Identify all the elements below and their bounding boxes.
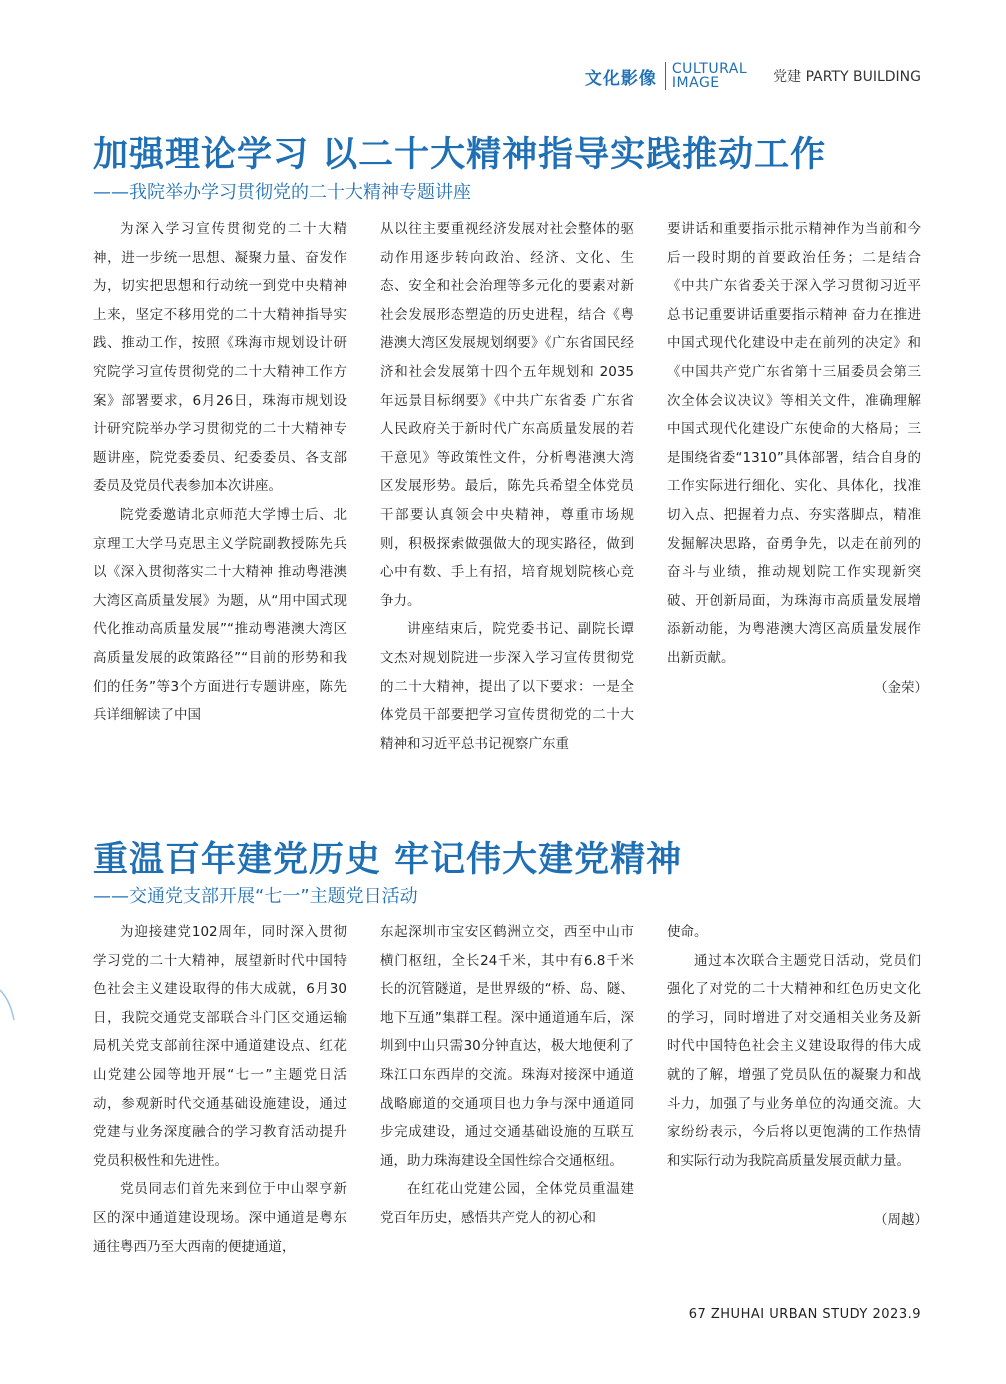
section-title-en — [672, 62, 747, 90]
article1-column-1 — [93, 215, 347, 730]
article1-paragraph: 院党委邀请北京师范大学博士后、北京理工大学马克思主义学院副教授陈先兵以《深入贯彻落实二十大精神 推动粤港澳大湾区高质量发展》为题，从“用中国式现代化推动高质量发展”“推动粤港澳大湾区高质量发展的政策路径”“目前的形势和我们的任务”等3个方面进行专题讲座，陈先兵详细解读了中国 — [93, 506, 347, 724]
article1-column-2 — [380, 215, 634, 758]
section-title-en-line1: CULTURAL — [671, 61, 748, 77]
article2-paragraph: 东起深圳市宝安区鹤洲立交，西至中山市横门枢纽，全长24千米，其中有6.8千米长的沉管隧道，是世界级的“桥、岛、隧、地下互通”集群工程。深中通道通车后，深圳到中山只需30分钟直达，极大地便利了珠江口东西岸的交流。珠海对接深中通道战略廊道的交通项目也力争与深中通道同步完成建设，通过交通基础设施的互联互通，助力珠海建设全国性综合交通枢纽。 — [380, 924, 634, 1169]
party-building-label: 党建 PARTY BUILDING — [773, 69, 921, 85]
article2-subtitle: ——交通党支部开展“七一”主题党日活动 — [93, 886, 418, 907]
page-edge-decoration — [0, 0, 20, 1384]
article2-author: （周越） — [874, 1212, 928, 1228]
article1-subtitle: ——我院举办学习贯彻党的二十大精神专题讲座 — [93, 182, 471, 203]
article1-title: 加强理论学习 以二十大精神指导实践推动工作 — [93, 135, 827, 175]
article1-paragraph: 讲座结束后，院党委书记、副院长谭文杰对规划院进一步深入学习宣传贯彻党的二十大精神，提出了以下要求：一是全体党员干部要把学习宣传贯彻党的二十大精神和习近平总书记视察广东重 — [380, 621, 634, 752]
section-header — [585, 62, 921, 90]
article1-paragraph: 为深入学习宣传贯彻党的二十大精神，进一步统一思想、凝聚力量、奋发作为，切实把思想和行动统一到党中央精神上来，坚定不移用党的二十大精神指导实践、推动工作，按照《珠海市规划设计研究院学习宣传贯彻党的二十大精神工作方案》部署要求，6月26日，珠海市规划设计研究院举办学习贯彻党的二十大精神专题讲座，院党委委员、纪委委员、各支部委员及党员代表参加本次讲座。 — [93, 221, 347, 495]
article2-column-1 — [93, 918, 347, 1261]
article1-author: （金荣） — [874, 680, 928, 696]
article2-column-3 — [667, 918, 921, 1175]
article1-paragraph: 从以往主要重视经济发展对社会整体的驱动作用逐步转向政治、经济、文化、生态、安全和社会治理等多元化的要素对新社会发展形态塑造的历史进程，结合《粤港澳大湾区发展规划纲要》《广东省国民经济和社会发展第十四个五年规划和 2035 年远景目标纲要》《中共广东省委 广东省人民政府关于新时代广东高质量发展的若干意见》等政策性文件，分析粤港澳大湾区发展形势。最后，陈先兵希望全体党员干部要认真领会中央精神，尊重市场规则，积极探索做强做大的现实路径，做到心中有数、手上有招，培育规划院核心竞争力。 — [380, 221, 634, 609]
article2-paragraph: 党员同志们首先来到位于中山翠亨新区的深中通道建设现场。深中通道是粤东通往粤西乃至大西南的便捷通道， — [93, 1181, 347, 1255]
page-footer: 67 ZHUHAI URBAN STUDY 2023.9 — [688, 1307, 921, 1322]
article2-paragraph: 为迎接建党102周年，同时深入贯彻学习党的二十大精神，展望新时代中国特色社会主义建设取得的伟大成就，6月30日，我院交通党支部联合斗门区交通运输局机关党支部前往深中通道建设点、红花山党建公园等地开展“七一”主题党日活动，参观新时代交通基础设施建设，通过党建与业务深度融合的学习教育活动提升党员积极性和先进性。 — [93, 924, 347, 1169]
section-title-cn: 文化影像 — [584, 68, 657, 89]
section-divider — [665, 62, 666, 90]
article2-paragraph: 使命。 — [667, 924, 708, 940]
section-title-en-line2: IMAGE — [671, 75, 720, 91]
article2-paragraph: 通过本次联合主题党日活动，党员们强化了对党的二十大精神和红色历史文化的学习，同时增进了对交通相关业务及新时代中国特色社会主义建设取得的伟大成就的了解，增强了党员队伍的凝聚力和战斗力，加强了与业务单位的沟通交流。大家纷纷表示，今后将以更饱满的工作热情和实际行动为我院高质量发展贡献力量。 — [667, 952, 921, 1169]
article1-paragraph: 要讲话和重要指示批示精神作为当前和今后一段时期的首要政治任务；二是结合《中共广东省委关于深入学习贯彻习近平总书记重要讲话重要指示精神 奋力在推进中国式现代化建设中走在前列的决定》和《中国共产党广东省第十三届委员会第三次全体会议决议》等相关文件，准确理解中国式现代化建设广东使命的大格局；三是围绕省委“1310”具体部署，结合自身的工作实际进行细化、实化、具体化，找准切入点、把握着力点、夯实落脚点，精准发掘解决思路，奋勇争先，以走在前列的奋斗与业绩，推动规划院工作实现新突破、开创新局面，为珠海市高质量发展增添新动能，为粤港澳大湾区高质量发展作出新贡献。 — [667, 221, 921, 666]
article2-paragraph: 在红花山党建公园，全体党员重温建党百年历史，感悟共产党人的初心和 — [380, 1181, 634, 1226]
article2-title: 重温百年建党历史 牢记伟大建党精神 — [93, 840, 683, 880]
article2-column-2 — [380, 918, 634, 1233]
article1-column-3 — [667, 215, 921, 673]
